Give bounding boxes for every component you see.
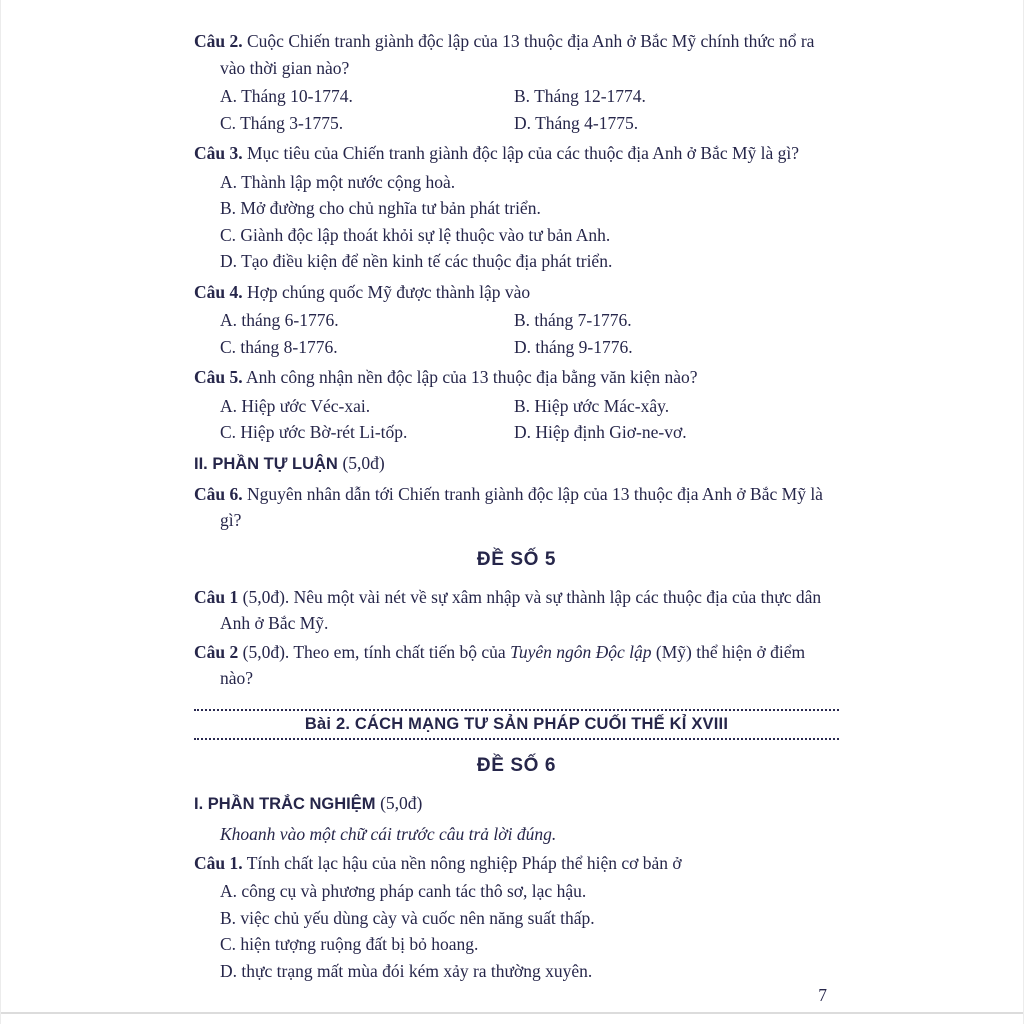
answer-option: B. Hiệp ước Mác-xây.: [514, 395, 670, 416]
section-heading-label: II. PHẦN TỰ LUẬN: [194, 454, 338, 473]
question-number: Câu 4.: [194, 281, 243, 302]
exam-title: ĐỀ SỐ 6: [476, 754, 557, 776]
answer-option: B. Mở đường cho chủ nghĩa tư bản phát triển.: [220, 198, 541, 218]
answer-option: D. thực trạng mất mùa đói kém xảy ra thường xuyên.: [220, 960, 593, 981]
exam-title: ĐỀ SỐ 5: [476, 548, 557, 570]
answer-option: B. việc chủ yếu dùng cày và cuốc nên năng suất thấp.: [220, 907, 595, 928]
question-number: Câu 2: [194, 641, 239, 662]
question-number: Câu 6.: [194, 483, 243, 504]
answer-options: [194, 393, 839, 446]
answer-option: C. Tháng 3-1775.: [220, 112, 344, 133]
question-text: Hợp chúng quốc Mỹ được thành lập vào: [247, 281, 531, 302]
question: [194, 481, 839, 534]
question-number: Câu 3.: [194, 143, 243, 163]
question-text: Tính chất lạc hậu của nền nông nghiệp Pháp thể hiện cơ bản ở: [246, 852, 682, 873]
answer-option: A. tháng 6-1776.: [220, 310, 339, 330]
scan-edge-line: [1, 1012, 1023, 1014]
question-text-italic: Tuyên ngôn Độc lập: [510, 641, 652, 662]
section-heading-label: I. PHẦN TRẮC NGHIỆM: [194, 794, 376, 813]
question-text: Nêu một vài nét về sự xâm nhập và sự thành lập các thuộc địa của thực dân Anh ở Bắc Mỹ.: [220, 586, 822, 633]
question-points: (5,0đ).: [242, 586, 290, 607]
section-points: (5,0đ): [380, 792, 423, 813]
instruction-note: Khoanh vào một chữ cái trước câu trả lời đúng.: [220, 823, 557, 844]
question-text: Mục tiêu của Chiến tranh giành độc lập của các thuộc địa Anh ở Bắc Mỹ là gì?: [247, 143, 800, 163]
question: [194, 28, 839, 81]
question-number: Câu 1.: [194, 852, 243, 873]
section-points: (5,0đ): [342, 452, 385, 473]
answer-option: C. tháng 8-1776.: [220, 336, 338, 357]
question: [194, 279, 839, 306]
answer-option: C. hiện tượng ruộng đất bị bỏ hoang.: [220, 934, 479, 954]
answer-option: A. công cụ và phương pháp canh tác thô sơ, lạc hậu.: [220, 881, 587, 901]
answer-options: [194, 83, 839, 136]
question-text: Anh công nhận nền độc lập của 13 thuộc địa bằng văn kiện nào?: [246, 367, 698, 387]
question-number: Câu 1: [194, 586, 239, 607]
question-text: Nguyên nhân dẫn tới Chiến tranh giành độc lập của 13 thuộc địa Anh ở Bắc Mỹ là gì?: [220, 483, 823, 530]
question: [194, 364, 839, 391]
answer-options: [194, 307, 839, 360]
answer-option: D. Hiệp định Giơ-ne-vơ.: [514, 422, 687, 442]
question-points: (5,0đ).: [242, 641, 290, 662]
section-heading: [194, 450, 839, 478]
answer-option: D. Tạo điều kiện để nền kinh tế các thuộc địa phát triển.: [220, 251, 613, 271]
question-text: Cuộc Chiến tranh giành độc lập của 13 thuộc địa Anh ở Bắc Mỹ chính thức nổ ra vào thời gian nào?: [220, 31, 815, 78]
question: [194, 584, 839, 637]
answer-option: D. Tháng 4-1775.: [514, 112, 639, 133]
answer-option: A. Tháng 10-1774.: [220, 86, 353, 106]
answer-option: D. tháng 9-1776.: [514, 336, 633, 357]
question-number: Câu 5.: [194, 367, 243, 387]
question-number: Câu 2.: [194, 31, 243, 51]
section-heading: [194, 790, 839, 818]
answer-option: A. Hiệp ước Véc-xai.: [220, 395, 371, 416]
answer-option: C. Giành độc lập thoát khỏi sự lệ thuộc vào tư bản Anh.: [220, 224, 611, 245]
answer-option: B. Tháng 12-1774.: [514, 86, 646, 106]
answer-options: [194, 878, 839, 984]
answer-option: A. Thành lập một nước cộng hoà.: [220, 171, 456, 192]
question: [194, 639, 839, 692]
answer-options: [194, 169, 839, 275]
answer-option: B. tháng 7-1776.: [514, 310, 632, 330]
question-text: Theo em, tính chất tiến bộ của: [293, 641, 506, 662]
answer-option: C. Hiệp ước Bờ-rét Li-tốp.: [220, 422, 408, 442]
question: [194, 850, 839, 877]
question-text: (Mỹ) thể hiện ở điểm nào?: [220, 641, 806, 688]
chapter-banner: Bài 2. CÁCH MẠNG TƯ SẢN PHÁP CUỐI THẾ KỈ XVIII: [194, 709, 839, 740]
question: [194, 140, 839, 167]
page-number: 7: [818, 985, 827, 1005]
